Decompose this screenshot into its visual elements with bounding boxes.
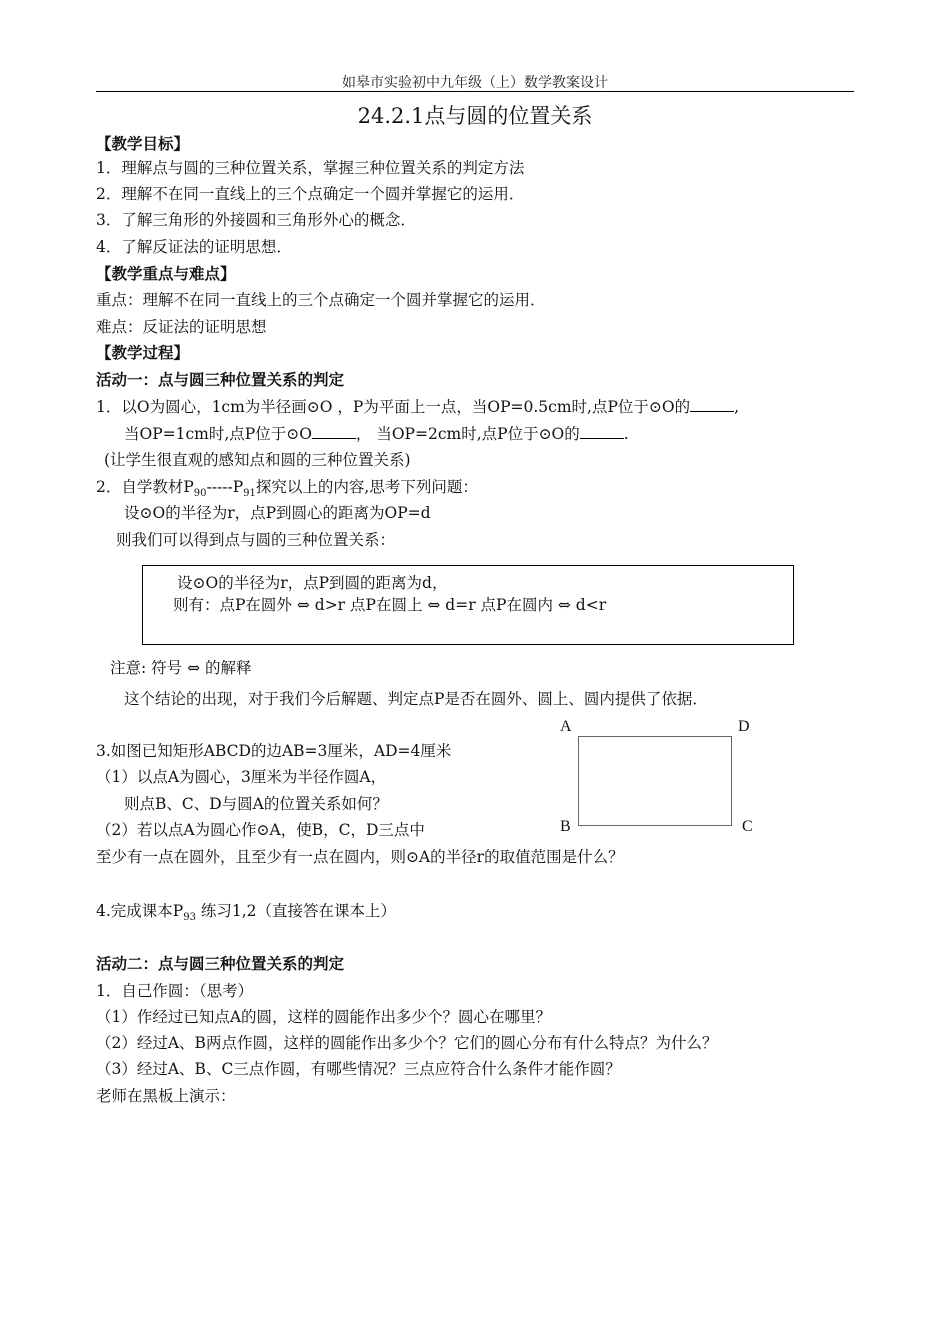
goal-item-4: 4．了解反证法的证明思想． [96,238,292,256]
q1-line-a-text: 1．以O为圆心，1cm为半径画⊙O ，P为平面上一点，当OP=0.5cm时,点P位于⊙O的 [96,398,691,416]
q1-line-a-end: , [734,398,740,416]
activity2-line-2: （1）作经过已知点A的圆，这样的圆能作出多少个？圆心在哪里？ [96,1008,552,1026]
difficulty-text: 难点：反证法的证明思想 [96,318,267,336]
process-heading: 【教学过程】 [96,343,190,362]
conclusion-text: 这个结论的出现，对于我们今后解题、判定点P是否在圆外、圆上、圆内提供了依据． [124,690,708,708]
goals-heading: 【教学目标】 [96,134,190,153]
goal-item-3: 3．了解三角形的外接圆和三角形外心的概念． [96,211,416,229]
q1-line-b-end: . [623,425,629,443]
q3-line-3: 则点B、C、D与圆A的位置关系如何？ [124,795,388,813]
answer-blank-1[interactable] [690,397,734,412]
vertex-label-b: B [560,818,571,835]
activity2-line-3: （2）经过A、B两点作圆，这样的圆能作出多少个？它们的圆心分布有什么特点？为什么？ [96,1034,718,1052]
page-title: 24.2.1点与圆的位置关系 [357,104,593,128]
vertex-label-c: C [742,818,753,835]
answer-blank-3[interactable] [580,424,624,439]
q2-dash: -----P [206,478,244,496]
symbol-note: 注意: 符号 ⇔ 的解释 [110,659,252,677]
page-header: 如皋市实验初中九年级（上）数学教案设计 [342,75,608,91]
q1-line-b-text1: 当OP=1cm时,点P位于⊙O [124,425,312,443]
activity1-heading: 活动一：点与圆三种位置关系的判定 [96,370,345,389]
q4-suffix: 练习1,2（直接答在课本上） [195,902,397,920]
keypoints-heading: 【教学重点与难点】 [96,264,236,283]
activity2-line-4: （3）经过A、B、C三点作圆，有哪些情况？三点应符合什么条件才能作圆？ [96,1060,621,1078]
goal-item-2: 2．理解不在同一直线上的三个点确定一个圆并掌握它的运用． [96,185,525,203]
q2-page-start: 90 [193,488,207,500]
q2-prefix: 2．自学教材P [96,478,194,496]
box-line-2: 则有：点P在圆外 ⇔ d>r 点P在圆上 ⇔ d=r 点P在圆内 ⇔ d<r [173,596,607,614]
box-line-1: 设⊙O的半径为r，点P到圆的距离为d， [177,574,448,592]
q4-prefix: 4.完成课本P [96,902,184,920]
q2-page-end: 91 [243,488,256,500]
goal-item-1: 1．理解点与圆的三种位置关系，掌握三种位置关系的判定方法 [96,159,525,177]
q1-line-a [96,396,739,418]
rectangle-abcd [578,736,732,826]
vertex-label-a: A [560,718,572,735]
q3-line-2: （1）以点A为圆心，3厘米为半径作圆A， [96,768,387,786]
q3-line-4: （2）若以点A为圆心作⊙A，使B，C，D三点中 [96,821,425,839]
vertex-label-d: D [738,718,750,735]
q2-suffix: 探究以上的内容,思考下列问题： [255,478,478,496]
q1-line-b [124,423,629,445]
q1-line-b-text2: ， 当OP=2cm时,点P位于⊙O的 [355,425,580,443]
activity2-line-5: 老师在黑板上演示： [96,1087,236,1105]
activity2-heading: 活动二：点与圆三种位置关系的判定 [96,954,345,973]
q4-line [96,900,396,929]
focus-text: 重点：理解不在同一直线上的三个点确定一个圆并掌握它的运用． [96,291,546,309]
q2-line-3: 则我们可以得到点与圆的三种位置关系： [116,531,396,549]
header-rule [96,91,854,92]
q2-line-2: 设⊙O的半径为r，点P到圆心的距离为OP=d [124,504,431,522]
q3-line-1: 3.如图已知矩形ABCD的边AB=3厘米，AD=4厘米 [96,742,452,760]
q2-line-1 [96,476,478,505]
answer-blank-2[interactable] [312,424,356,439]
q3-line-5: 至少有一点在圆外，且至少有一点在圆内，则⊙A的半径r的取值范围是什么？ [96,848,624,866]
activity2-line-1: 1．自己作圆：（思考） [96,982,254,1000]
conclusion-box [142,565,794,645]
q1-note: (让学生很直观的感知点和圆的三种位置关系) [104,451,411,469]
q4-page: 93 [183,912,196,924]
